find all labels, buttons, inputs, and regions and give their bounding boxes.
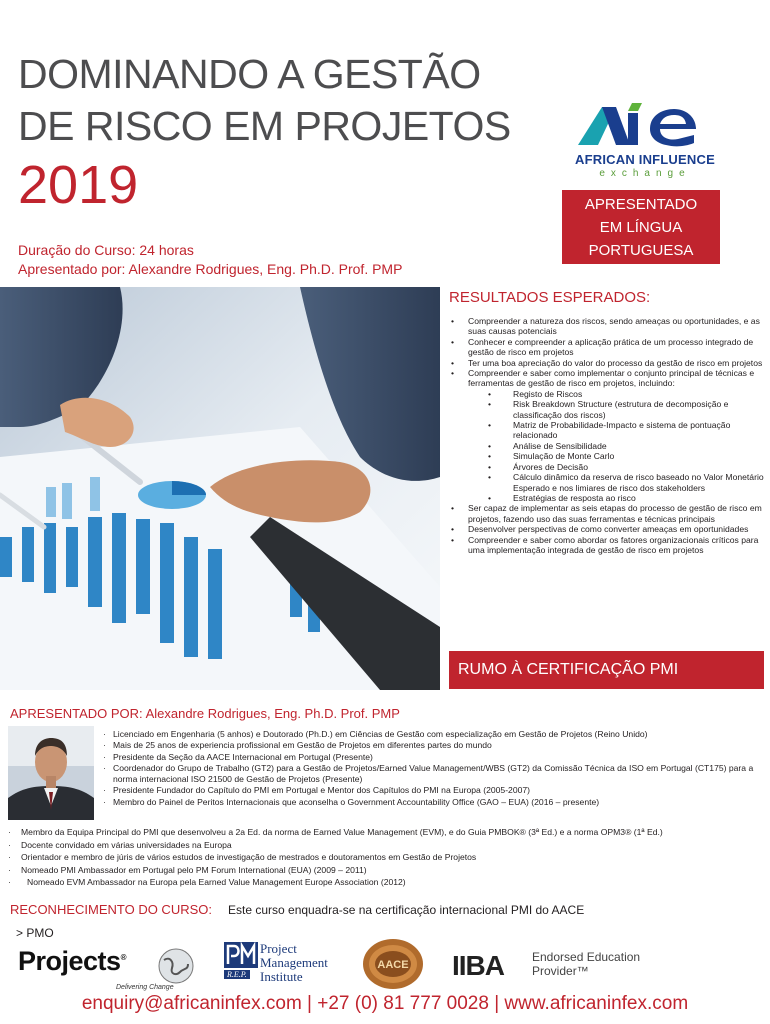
list-item: · Membro do Painel de Peritos Internacionais que aconselha o Government Accountability Office (GAO – EUA) (2016 – presente) bbox=[103, 797, 763, 808]
year: 2019 bbox=[18, 155, 139, 215]
presenter-photo bbox=[8, 726, 94, 820]
projects-tagline: Delivering Change bbox=[116, 984, 174, 991]
pmi-line-2: Management bbox=[260, 955, 328, 970]
list-item: • Registo de Riscos bbox=[468, 389, 765, 399]
course-duration: Duração do Curso: 24 horas bbox=[18, 242, 194, 258]
list-item: • Simulação de Monte Carlo bbox=[468, 451, 765, 461]
recognition-title: RECONHECIMENTO DO CURSO: bbox=[10, 902, 212, 917]
presenter-line: Apresentado por: Alexandre Rodrigues, Eng. Ph.D. Prof. PMP bbox=[18, 261, 403, 277]
logo-subtitle: exchange bbox=[599, 168, 691, 179]
language-badge bbox=[562, 190, 720, 264]
presenter-credentials bbox=[103, 729, 763, 808]
language-badge-line-2: EM LÍNGUA bbox=[599, 219, 683, 236]
projects-logo-text: Projects bbox=[18, 946, 121, 976]
title-line-2: DE RISCO EM PROJETOS bbox=[18, 103, 511, 149]
globe-icon bbox=[156, 946, 196, 986]
business-charts-photo bbox=[0, 287, 440, 690]
list-item: · Coordenador do Grupo de Trabalho (GT2) para a Gestão de Projetos/Earned Value Management/WBS (GT2) da Comissão Técnica da ISO em Portugal (CT175) para a norma internacional ISO 21500 de Gestão de Projetos (Presente) bbox=[103, 763, 763, 786]
list-item: · Nomeado PMI Ambassador em Portugal pelo PM Forum International (EUA) (2009 – 2011) bbox=[8, 864, 763, 877]
list-item: • Ter uma boa apreciação do valor do processo da gestão de risco em projetos bbox=[449, 358, 765, 368]
results-list bbox=[449, 316, 765, 555]
techniques-list bbox=[468, 389, 765, 503]
results-title: RESULTADOS ESPERADOS: bbox=[449, 289, 651, 306]
projects-logo: Projects® bbox=[18, 946, 126, 976]
list-item: • Árvores de Decisão bbox=[468, 462, 765, 472]
list-item: • Ser capaz de implementar as seis etapas do processo de gestão de risco em projetos, fazendo uso das suas ferramentas e técnicas principais bbox=[449, 503, 765, 524]
pmi-line-1: Project bbox=[260, 941, 297, 956]
list-item: · Membro da Equipa Principal do PMI que desenvolveu a 2a Ed. da norma de Earned Value Management (EVM), e do Guia PMBOK® (3ª Ed.) e a norma OPM3® (1ª Ed.) bbox=[8, 826, 763, 839]
list-item: · Nomeado EVM Ambassador na Europa pela Earned Value Management Europe Association (2012) bbox=[8, 876, 763, 889]
list-item: • Risk Breakdown Structure (estrutura de decomposição e classificação dos riscos) bbox=[468, 399, 765, 420]
list-item-text: Compreender e saber como implementar o conjunto principal de técnicas e ferramentas de gestão de risco em projetos, incluindo: bbox=[468, 368, 755, 389]
list-item: · Orientador e membro de júris de vários estudos de investigação de mestrados e doutoramentos em Gestão de Projetos bbox=[8, 851, 763, 864]
list-item: • Cálculo dinâmico da reserva de risco baseado no Valor Monetário Esperado e nos limiares de risco dos stakeholders bbox=[468, 472, 765, 493]
pmi-logo-text bbox=[260, 942, 328, 984]
list-item: • Análise de Sensibilidade bbox=[468, 441, 765, 451]
recognition-text: Este curso enquadra-se na certificação internacional PMI do AACE bbox=[228, 903, 585, 917]
list-item: • Matriz de Probabilidade-Impacto e sistema de pontuação relacionado bbox=[468, 420, 765, 441]
pmo-label: > PMO bbox=[16, 926, 54, 940]
iiba-line-1: Endorsed Education bbox=[532, 950, 641, 964]
list-item: · Licenciado em Engenharia (5 anhos) e Doutorado (Ph.D.) em Ciências de Gestão com especialização em Gestão de Projetos (Reino Unido) bbox=[103, 729, 763, 740]
aace-badge-logo bbox=[360, 936, 426, 992]
pmi-certification-banner: RUMO À CERTIFICAÇÃO PMI bbox=[449, 651, 764, 689]
page-title bbox=[18, 48, 578, 152]
iiba-logo: IIBA bbox=[452, 950, 504, 981]
list-item: • Compreender a natureza dos riscos, sendo ameaças ou oportunidades, e as suas causas potenciais bbox=[449, 316, 765, 337]
list-item: · Mais de 25 anos de experiencia profissional em Gestão de Projetos em diferentes partes do mundo bbox=[103, 740, 763, 751]
pmi-line-3: Institute bbox=[260, 969, 303, 984]
list-item: • Estratégias de resposta ao risco bbox=[468, 493, 765, 503]
iiba-endorsement bbox=[532, 950, 640, 978]
logo-name: AFRICAN INFLUENCE bbox=[575, 152, 715, 167]
language-badge-line-3: PORTUGUESA bbox=[588, 242, 694, 259]
iiba-line-2: Provider™ bbox=[532, 964, 589, 978]
presenter-credentials-wide bbox=[8, 826, 763, 889]
list-item: • Compreender e saber como abordar os fatores organizacionais críticos para uma implementação integrada de gestão de risco em projetos bbox=[449, 535, 765, 556]
list-item bbox=[449, 368, 765, 503]
title-line-1: DOMINANDO A GESTÃO bbox=[18, 51, 481, 97]
language-badge-line-1: APRESENTADO bbox=[584, 196, 698, 213]
list-item: • Desenvolver perspectivas de como converter ameaças em oportunidades bbox=[449, 524, 765, 534]
aace-badge-text: AACE bbox=[377, 959, 409, 971]
list-item: • Conhecer e compreender a aplicação prática de um processo integrado de gestão de risco em projetos bbox=[449, 337, 765, 358]
list-item: · Presidente Fundador do Capítulo do PMI em Portugal e Mentor dos Capítulos do PMI na Europa (2005-2007) bbox=[103, 785, 763, 796]
contact-footer[interactable]: enquiry@africaninfex.com | +27 (0) 81 777 0028 | www.africaninfex.com bbox=[81, 993, 689, 1014]
list-item: · Presidente da Seção da AACE Internacional em Portugal (Presente) bbox=[103, 752, 763, 763]
rep-label: R.E.P. bbox=[224, 970, 250, 979]
presenter-title: APRESENTADO POR: Alexandre Rodrigues, Eng. Ph.D. Prof. PMP bbox=[10, 706, 400, 721]
list-item: · Docente convidado em várias universidades na Europa bbox=[8, 839, 763, 852]
